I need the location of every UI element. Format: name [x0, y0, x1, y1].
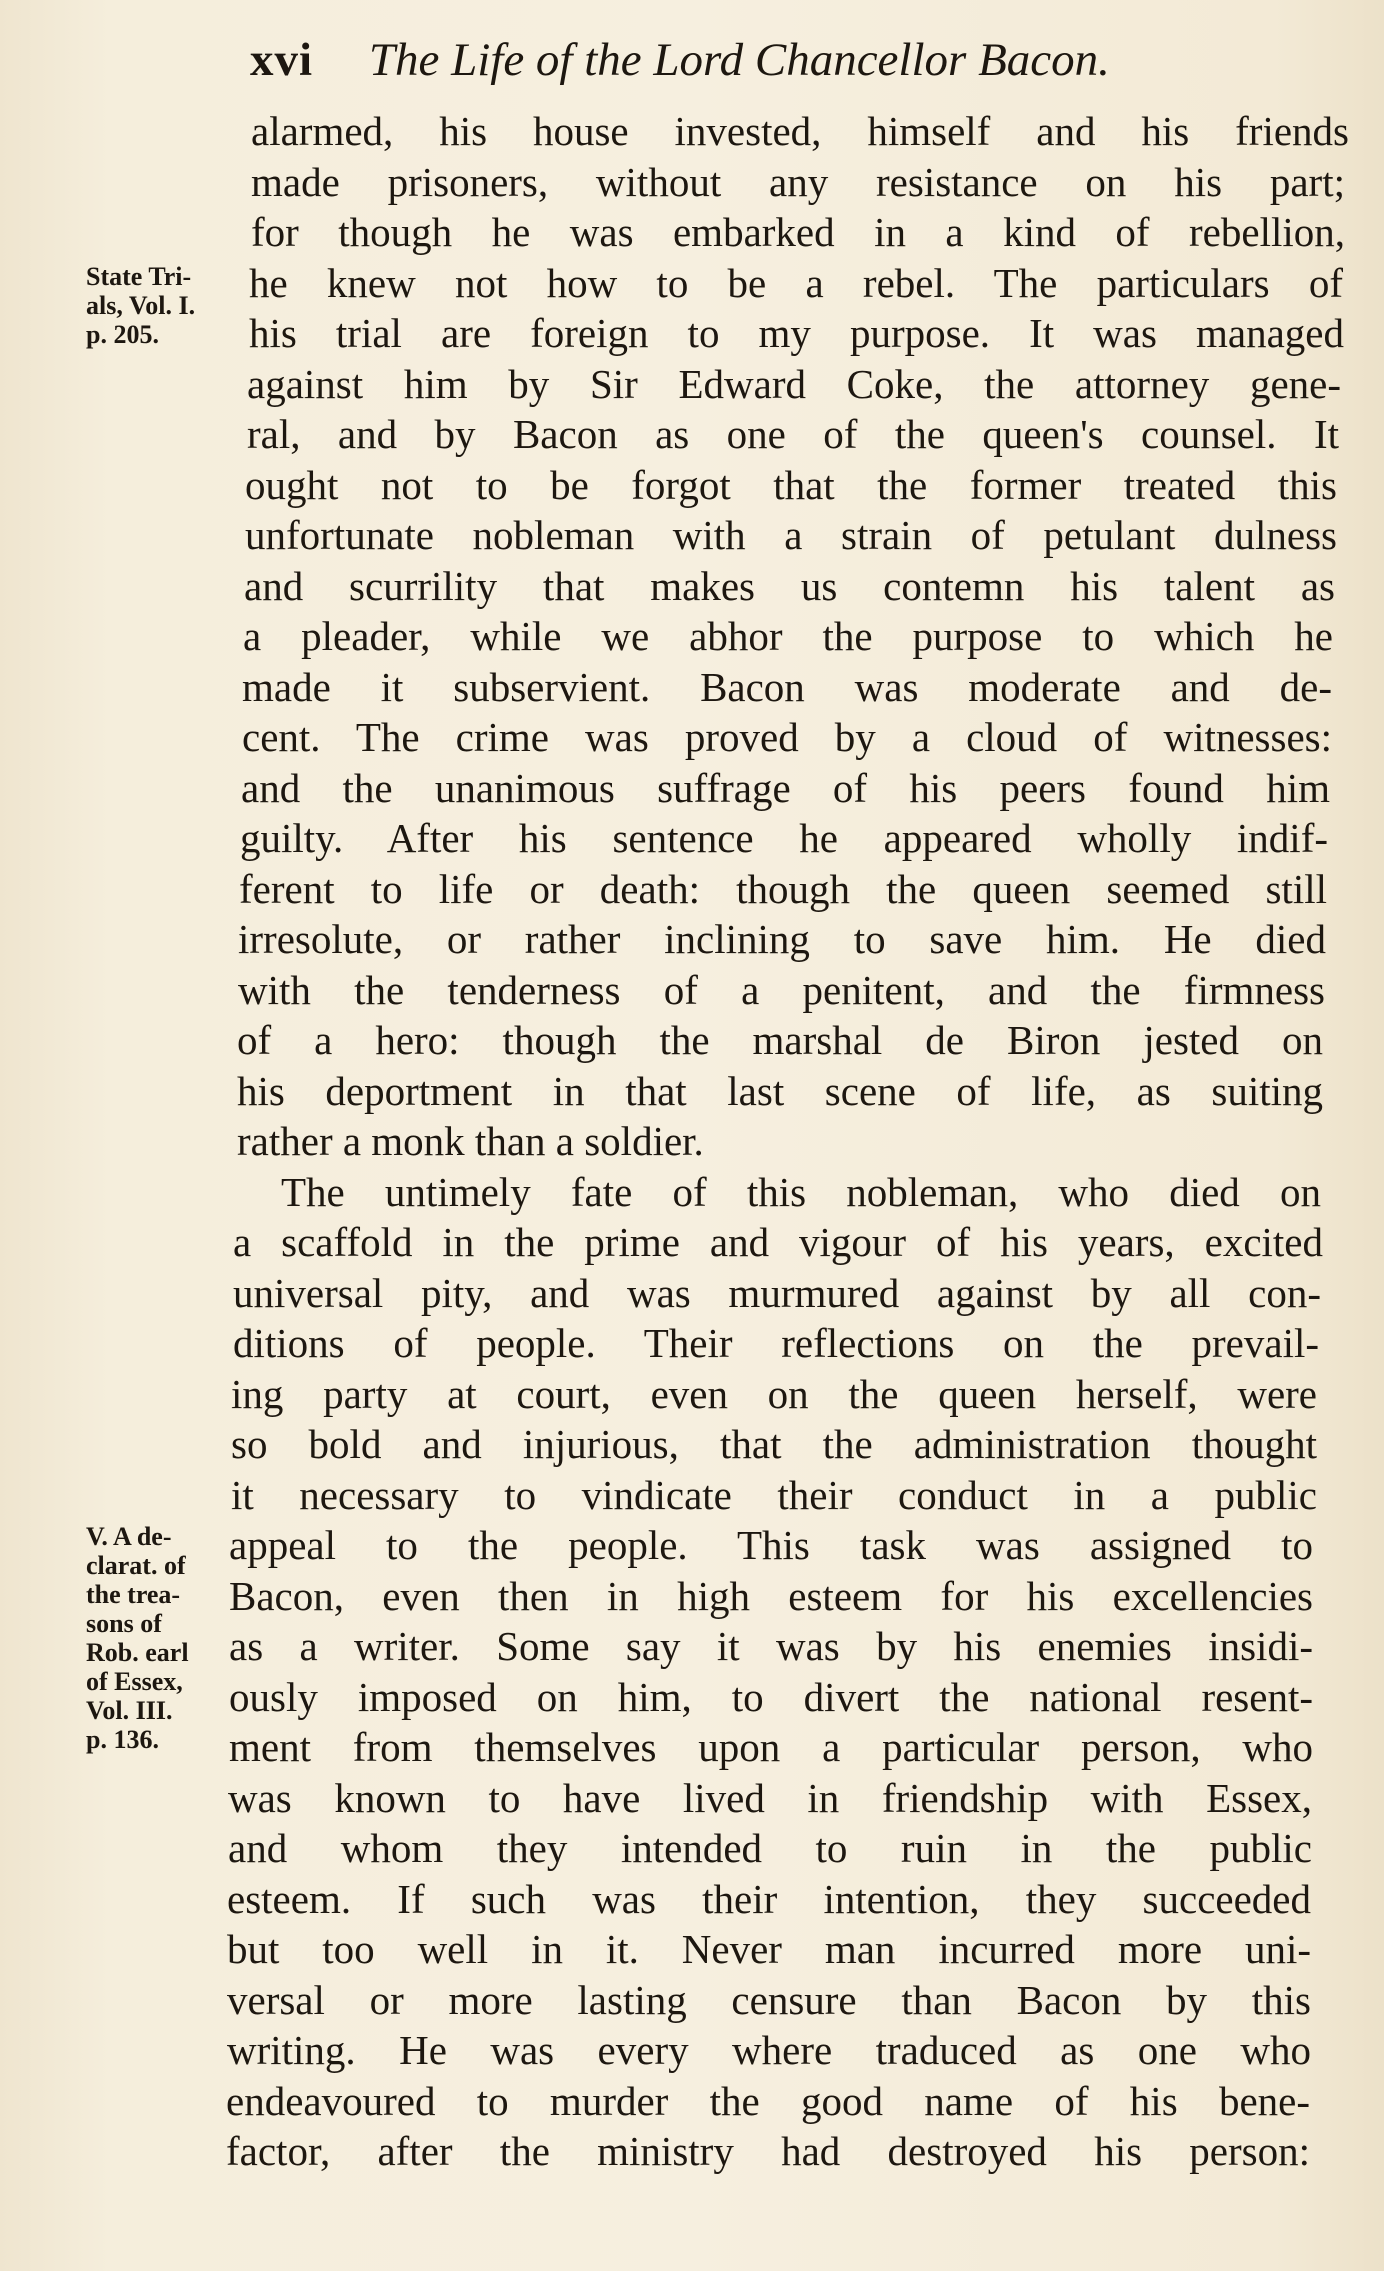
margin-note-line: Rob. earl — [86, 1638, 189, 1667]
text-line: appeal to the people. This task was assigned to — [229, 1522, 1313, 1568]
text-line: of a hero: though the marshal de Biron jested on — [237, 1017, 1323, 1063]
text-line: ferent to life or death: though the queen seemed still — [239, 865, 1327, 912]
text-line: The untimely fate of this nobleman, who died on — [281, 1168, 1321, 1215]
text-line: guilty. After his sentence he appeared wholly indif- — [240, 815, 1328, 861]
text-line: but too well in it. Never man incurred more uni- — [227, 1926, 1311, 1972]
text-line: it necessary to vindicate their conduct in a public — [231, 1471, 1317, 1518]
body-text — [225, 106, 1349, 2177]
text-line: for though he was embarked in a kind of rebellion, — [251, 209, 1345, 255]
text-line: made it subservient. Bacon was moderate and de- — [242, 663, 1332, 710]
text-line: a scaffold in the prime and vigour of his years, excited — [233, 1219, 1323, 1265]
margin-note-line: p. 136. — [86, 1725, 159, 1754]
text-line: rather a monk than a soldier. — [237, 1118, 704, 1164]
text-line: Bacon, even then in high esteem for his excellencies — [229, 1572, 1313, 1619]
margin-note-state-trials — [86, 262, 236, 349]
margin-note-line: als, Vol. I. — [86, 291, 196, 320]
text-line: writing. He was every where traduced as one who — [227, 2027, 1311, 2073]
margin-note-line: State Tri- — [86, 262, 192, 291]
text-line: and whom they intended to ruin in the public — [228, 1825, 1312, 1871]
page-number: xvi — [250, 34, 314, 86]
margin-note-line: sons of — [86, 1609, 162, 1638]
text-line: as a writer. Some say it was by his enemies insidi- — [229, 1623, 1313, 1669]
text-line: was known to have lived in friendship with Essex, — [228, 1774, 1312, 1821]
running-title: The Life of the Lord Chancellor Bacon. — [368, 34, 1110, 86]
text-line: his trial are foreign to my purpose. It was managed — [249, 310, 1344, 356]
text-line: and the unanimous suffrage of his peers found him — [241, 764, 1330, 811]
text-line: ought not to be forgot that the former treated this — [245, 461, 1337, 508]
text-line: cent. The crime was proved by a cloud of witnesses: — [242, 714, 1332, 760]
margin-note-line: p. 205. — [86, 320, 159, 349]
text-line: he knew not how to be a rebel. The particulars of — [249, 259, 1343, 306]
text-line: universal pity, and was murmured against by all con- — [233, 1269, 1321, 1316]
text-line: alarmed, his house invested, himself and his friends — [251, 108, 1349, 154]
margin-note-line: Vol. III. — [86, 1696, 173, 1725]
text-line: ment from themselves upon a particular person, who — [229, 1724, 1313, 1770]
text-line: so bold and injurious, that the administration thought — [231, 1421, 1317, 1467]
margin-note-line: V. A de- — [86, 1522, 172, 1551]
text-line: factor, after the ministry had destroyed his person: — [226, 2128, 1310, 2174]
text-line: made prisoners, without any resistance on his part; — [251, 158, 1345, 205]
text-line: unfortunate nobleman with a strain of petulant dulness — [245, 512, 1337, 558]
text-line: ing party at court, even on the queen herself, were — [231, 1370, 1317, 1417]
text-line: with the tenderness of a penitent, and the firmness — [238, 966, 1325, 1013]
text-line: a pleader, while we abhor the purpose to which he — [243, 613, 1333, 659]
text-line: versal or more lasting censure than Bacon by this — [227, 1976, 1311, 2023]
text-line: ditions of people. Their reflections on the prevail- — [233, 1320, 1319, 1366]
text-line: esteem. If such was their intention, they succeeded — [227, 1875, 1311, 1922]
text-line: ral, and by Bacon as one of the queen's counsel. It — [247, 411, 1339, 457]
text-line: endeavoured to murder the good name of his bene- — [226, 2077, 1310, 2124]
margin-note-line: of Essex, — [86, 1667, 183, 1696]
text-line: against him by Sir Edward Coke, the attorney gene- — [247, 360, 1341, 407]
margin-note-line: the trea- — [86, 1580, 181, 1609]
margin-note-line: clarat. of — [86, 1551, 186, 1580]
text-line: his deportment in that last scene of life, as suiting — [237, 1067, 1323, 1114]
text-line: irresolute, or rather inclining to save him. He died — [238, 916, 1326, 962]
text-line: and scurrility that makes us contemn his talent as — [244, 562, 1335, 609]
margin-note-declaration — [86, 1522, 236, 1754]
page-header — [250, 30, 1250, 90]
text-line: ously imposed on him, to divert the national resent- — [229, 1673, 1313, 1720]
